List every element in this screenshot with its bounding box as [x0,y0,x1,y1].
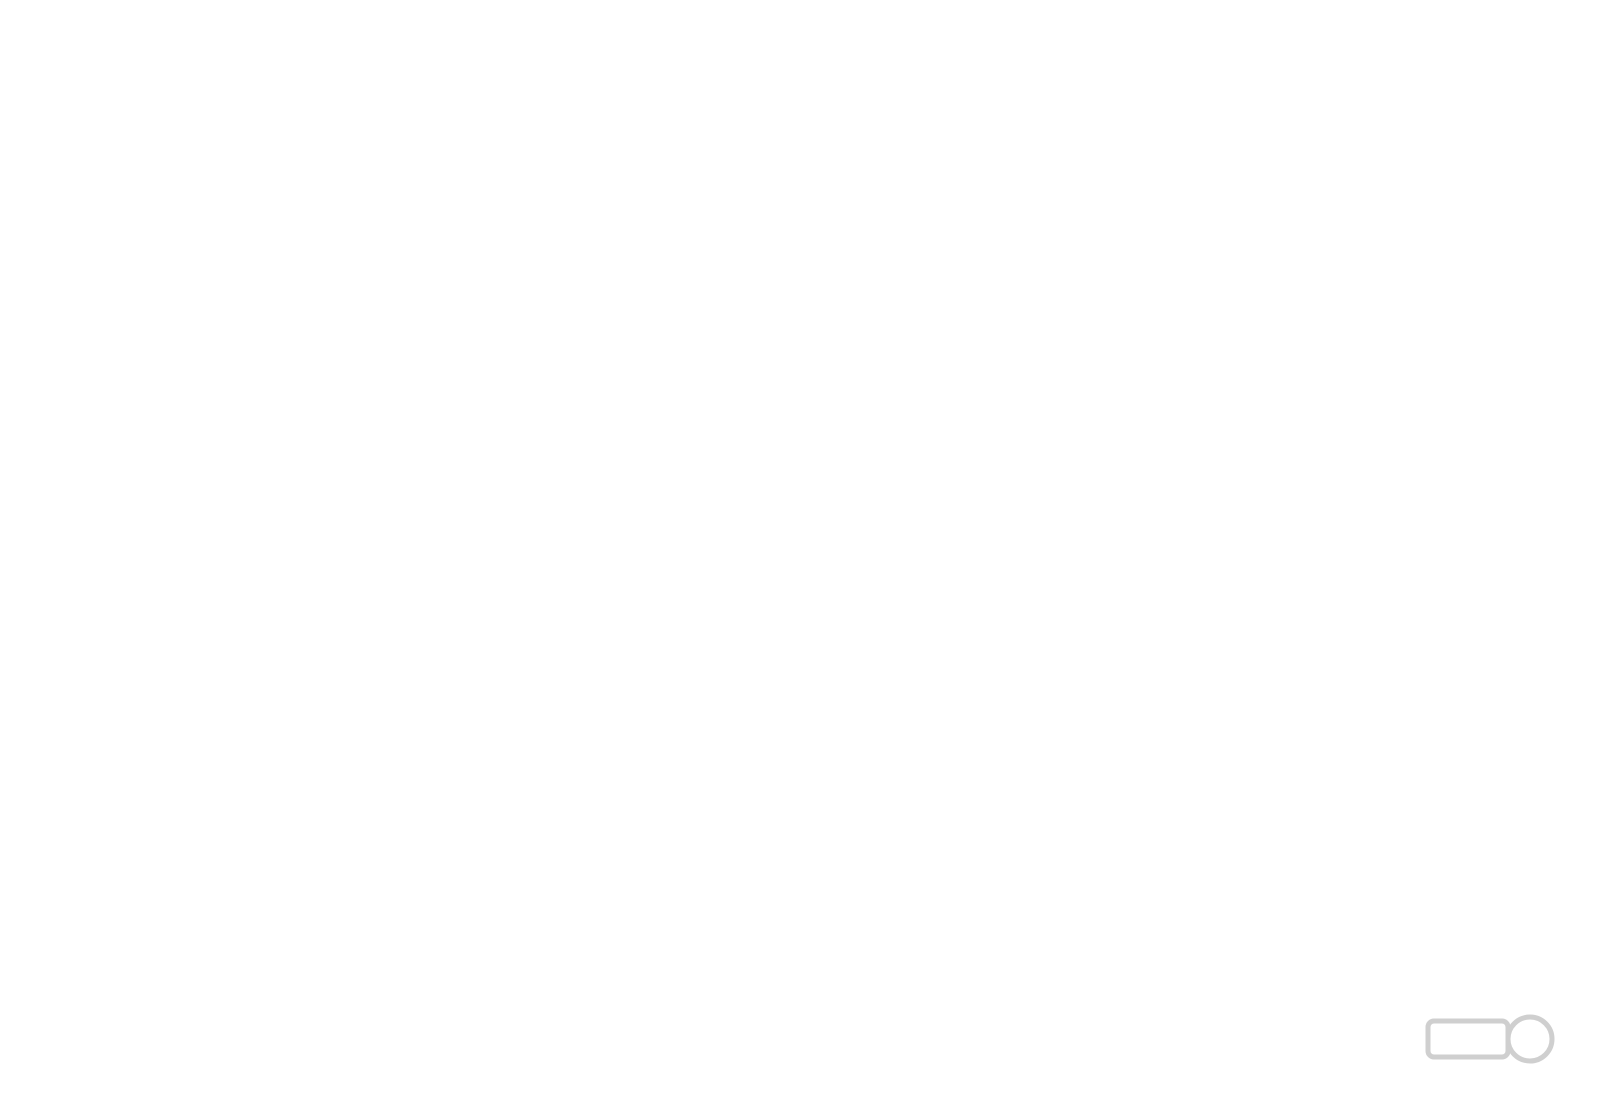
handwriting-row-2 [1168,96,1488,136]
watermark-logo [1420,1009,1560,1089]
answer-column-4 [1168,56,1488,136]
handwriting-row-1 [1168,56,1488,96]
